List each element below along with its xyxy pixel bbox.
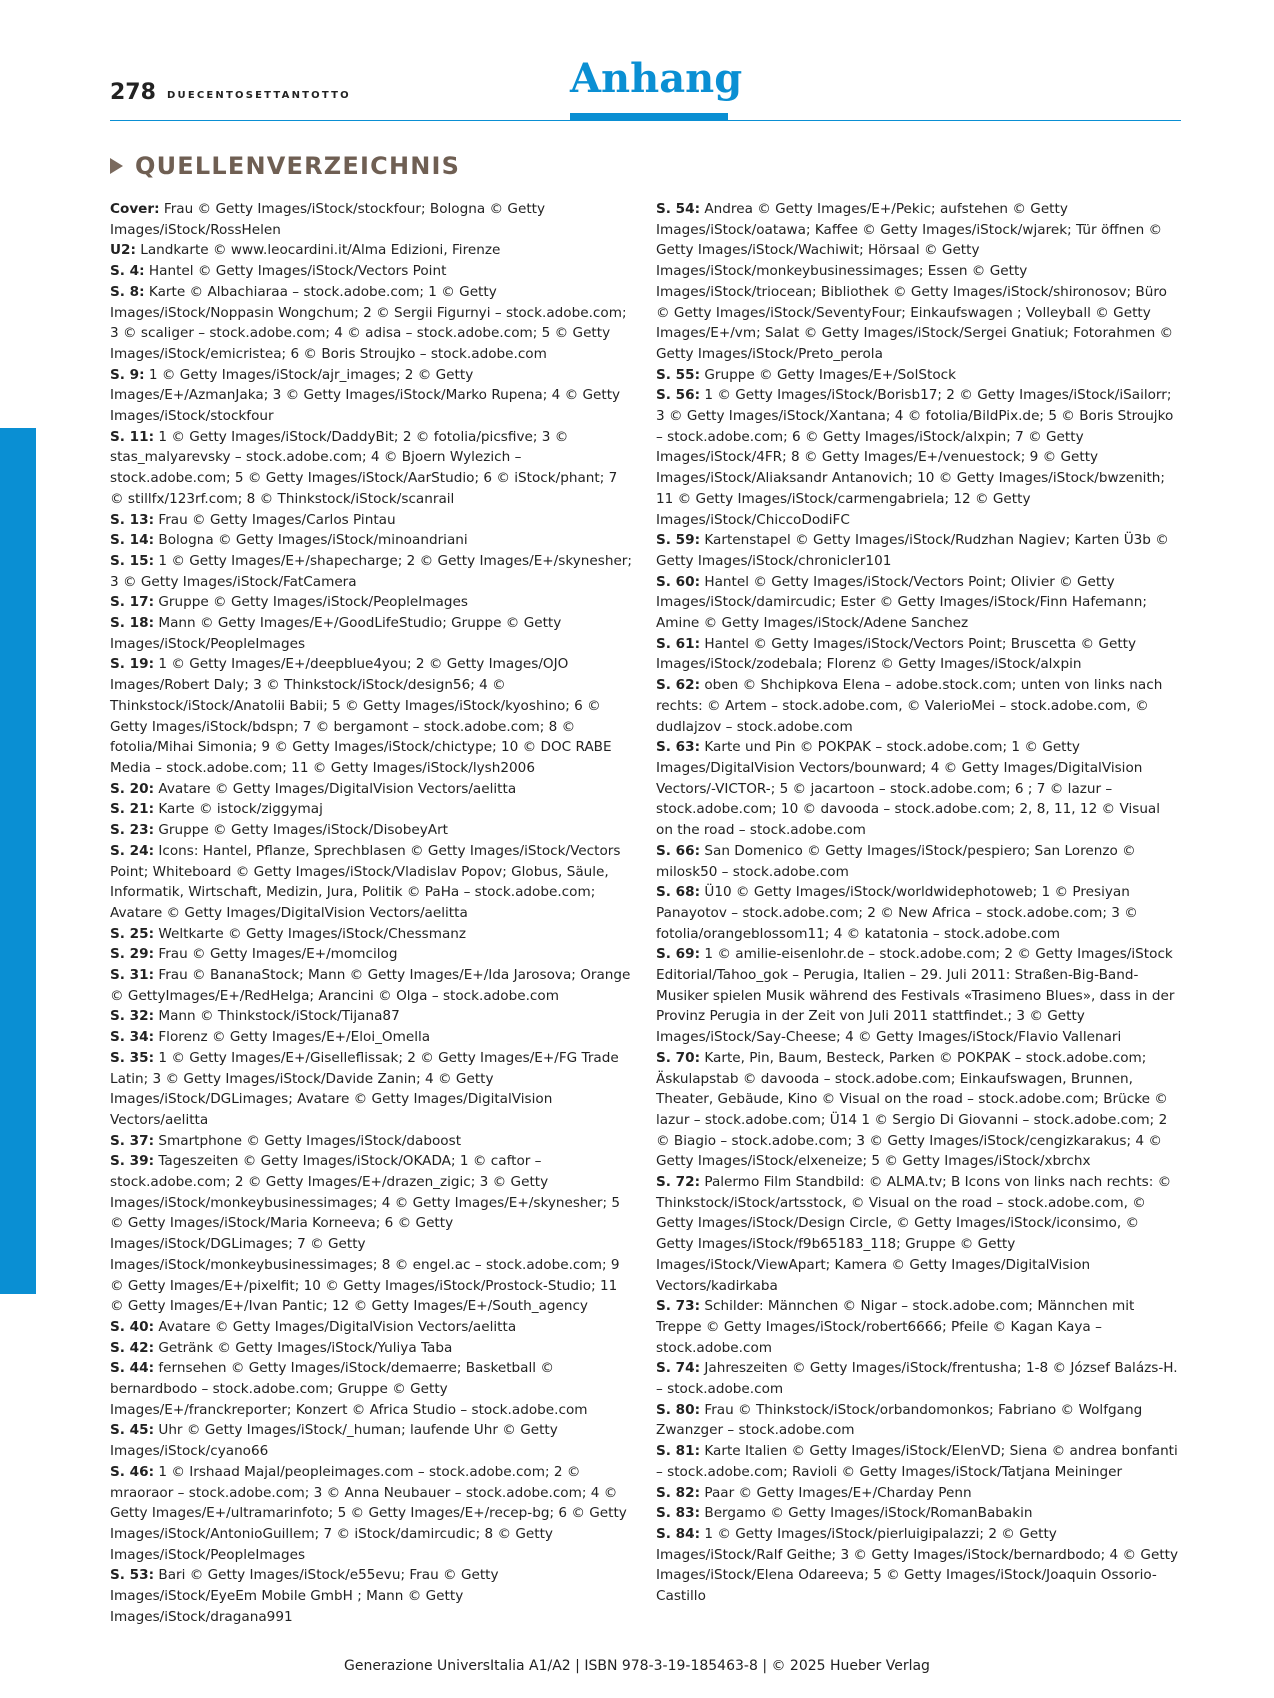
credit-text: 1 © Getty Images/iStock/Borisb17; 2 © Getty Images/iStock/iSailorr; 3 © Getty Images/iStock/Xantana; 4 © fotolia/BildPix.de; 5 © Boris Stroujko – stock.adobe.com; 6 © Getty Images/iStock/alxpin; 7 © Getty Images/iStock/4FR; 8 © Getty Images/E+/venuestock; 9 © Getty Images/iStock/Aliaksandr Antanovich; 10 © Getty Images/iStock/bwzenith; 11 © Getty Images/iStock/carmengabriela; 12 © Getty Images/iStock/ChiccoDodiFC	[656, 387, 1174, 528]
credit-text: Ü10 © Getty Images/iStock/worldwidephotoweb; 1 © Presiyan Panayotov – stock.adobe.com; 2 © New Africa – stock.adobe.com; 3 © fotolia/orangeblossom11; 4 © katatonia – stock.adobe.com	[656, 884, 1138, 942]
credit-text: Bergamo © Getty Images/iStock/RomanBabakin	[700, 1505, 1033, 1522]
credit-text: Gruppe © Getty Images/E+/SolStock	[700, 366, 957, 383]
credit-page-label: S. 9:	[110, 366, 145, 383]
credit-entry	[110, 779, 633, 800]
credit-text: Karte und Pin © POKPAK – stock.adobe.com; 1 © Getty Images/DigitalVision Vectors/bounward; 4 © Getty Images/DigitalVision Vectors/-VICTOR-; 5 © jacartoon – stock.adobe.com; 6 ; 7 © lazur – stock.adobe.com; 10 © davooda – stock.adobe.com; 2, 8, 11, 12 © Visual on the road – stock.adobe.com	[656, 739, 1161, 839]
credit-page-label: S. 80:	[656, 1401, 701, 1418]
page-header	[110, 50, 1181, 124]
credit-page-label: S. 8:	[110, 283, 145, 300]
credit-entry	[656, 530, 1180, 571]
credit-text: Gruppe © Getty Images/iStock/PeopleImages	[154, 594, 468, 611]
credit-text: Karte © istock/ziggymaj	[154, 801, 323, 818]
credit-page-label: S. 61:	[656, 635, 701, 652]
credit-page-label: U2:	[110, 242, 136, 259]
credit-entry	[110, 530, 633, 551]
credit-text: Florenz © Getty Images/E+/Eloi_Omella	[154, 1029, 431, 1046]
page-number: 278	[110, 80, 156, 105]
credit-text: 1 © Getty Images/E+/shapecharge; 2 © Getty Images/E+/skynesher; 3 © Getty Images/iStock/FatCamera	[110, 552, 632, 590]
credit-entry	[656, 1400, 1180, 1441]
credit-page-label: S. 82:	[656, 1484, 701, 1501]
credit-entry	[656, 634, 1180, 675]
credit-page-label: S. 63:	[656, 739, 701, 756]
credit-page-label: S. 69:	[656, 946, 701, 963]
credit-entry	[110, 551, 633, 592]
credit-text: Mann © Thinkstock/iStock/Tijana87	[154, 1008, 400, 1025]
credit-entry	[656, 1296, 1180, 1358]
credit-text: Hantel © Getty Images/iStock/Vectors Point	[144, 263, 447, 280]
credit-entry	[110, 510, 633, 531]
credit-text: Uhr © Getty Images/iStock/_human; laufende Uhr © Getty Images/iStock/cyano66	[110, 1422, 558, 1460]
section-heading	[110, 150, 460, 182]
credit-text: Andrea © Getty Images/E+/Pekic; aufstehen © Getty Images/iStock/oatawa; Kaffee © Getty Images/iStock/wjarek; Tür öffnen © Getty Images/iStock/Wachiwit; Hörsaal © Getty Images/iStock/monkeybusinessimages; Essen © Getty Images/iStock/triocean; Bibliothek © Getty Images/iStock/shironosov; Büro © Getty Images/iStock/SeventyFour; Einkaufswagen ; Volleyball © Getty Images/E+/vm; Salat © Getty Images/iStock/Sergei Gnatiuk; Fotorahmen © Getty Images/iStock/Preto_perola	[656, 201, 1174, 362]
credit-entry	[656, 1358, 1180, 1399]
credit-page-label: S. 18:	[110, 615, 155, 632]
side-accent-bar	[0, 428, 36, 1294]
credit-entry	[110, 261, 633, 282]
credit-page-label: S. 21:	[110, 801, 155, 818]
credit-entry	[110, 427, 633, 510]
credit-entry	[110, 613, 633, 654]
credit-page-label: S. 11:	[110, 428, 155, 445]
credit-entry	[110, 199, 633, 240]
credit-entry	[110, 965, 633, 1006]
credit-entry	[110, 1006, 633, 1027]
credit-entry	[110, 944, 633, 965]
credit-entry	[110, 282, 633, 365]
credit-text: 1 © Getty Images/E+/deepblue4you; 2 © Getty Images/OJO Images/Robert Daly; 3 © Thinkstock/iStock/design56; 4 © Thinkstock/iStock/Anatolii Babii; 5 © Getty Images/iStock/kyoshino; 6 © Getty Images/iStock/bdspn; 7 © bergamont – stock.adobe.com; 8 © fotolia/Mihai Simonia; 9 © Getty Images/iStock/chictype; 10 © DOC RABE Media – stock.adobe.com; 11 © Getty Images/iStock/lysh2006	[110, 656, 612, 776]
credit-text: Frau © Getty Images/iStock/stockfour; Bologna © Getty Images/iStock/RossHelen	[110, 201, 546, 238]
credit-text: Frau © Getty Images/E+/momcilog	[154, 946, 398, 963]
credit-entry	[110, 1131, 633, 1152]
credit-entry	[656, 385, 1180, 530]
credit-page-label: S. 31:	[110, 967, 155, 984]
credit-entry	[110, 1462, 633, 1566]
credit-entry	[656, 1524, 1180, 1607]
credit-page-label: S. 44:	[110, 1360, 155, 1377]
credits-column-right	[656, 199, 1180, 1607]
credit-page-label: S. 14:	[110, 532, 155, 549]
credit-text: Avatare © Getty Images/DigitalVision Vectors/aelitta	[154, 780, 517, 797]
credit-page-label: S. 29:	[110, 946, 155, 963]
credit-text: Gruppe © Getty Images/iStock/DisobeyArt	[154, 822, 448, 839]
credit-page-label: S. 56:	[656, 387, 701, 404]
credit-text: Jahreszeiten © Getty Images/iStock/frentusha; 1-8 © József Balázs-H. – stock.adobe.com	[656, 1360, 1178, 1398]
credit-entry	[110, 1338, 633, 1359]
credit-text: Kartenstapel © Getty Images/iStock/Rudzhan Nagiev; Karten Ü3b © Getty Images/iStock/chronicler101	[656, 532, 1169, 569]
credit-entry	[656, 365, 1180, 386]
credit-entry	[110, 924, 633, 945]
credit-page-label: S. 62:	[656, 677, 701, 694]
credit-text: Mann © Getty Images/E+/GoodLifeStudio; Gruppe © Getty Images/iStock/PeopleImages	[110, 615, 562, 652]
credit-entry	[110, 841, 633, 924]
credit-text: Hantel © Getty Images/iStock/Vectors Point; Bruscetta © Getty Images/iStock/zodebala; Florenz © Getty Images/iStock/alxpin	[656, 635, 1137, 673]
credit-page-label: S. 53:	[110, 1567, 155, 1584]
credit-text: Avatare © Getty Images/DigitalVision Vectors/aelitta	[154, 1318, 517, 1335]
credit-entry	[110, 1358, 633, 1420]
credit-text: Karte © Albachiaraa – stock.adobe.com; 1 © Getty Images/iStock/Noppasin Wongchum; 2 © Sergii Figurnyi – stock.adobe.com; 3 © scaliger – stock.adobe.com; 4 © adisa – stock.adobe.com; 5 © Getty Images/iStock/emicristea; 6 © Boris Stroujko – stock.adobe.com	[110, 283, 627, 362]
credit-page-label: Cover:	[110, 201, 160, 217]
credit-page-label: S. 40:	[110, 1318, 155, 1335]
credit-entry	[110, 365, 633, 427]
credit-page-label: S. 4:	[110, 263, 145, 280]
credit-text: 1 © Getty Images/iStock/pierluigipalazzi; 2 © Getty Images/iStock/Ralf Geithe; 3 © Getty Images/iStock/bernardbodo; 4 © Getty Images/iStock/Elena Odareeva; 5 © Getty Images/iStock/Joaquin Ossorio-Castillo	[656, 1526, 1179, 1605]
heading-text: QUELLENVERZEICHNIS	[135, 152, 461, 180]
credit-text: Hantel © Getty Images/iStock/Vectors Point; Olivier © Getty Images/iStock/damircudic; Ester © Getty Images/iStock/Finn Hafemann; Amine © Getty Images/iStock/Adene Sanchez	[656, 573, 1147, 632]
credit-text: Frau © BananaStock; Mann © Getty Images/E+/Ida Jarosova; Orange © GettyImages/E+/RedHelga; Arancini © Olga – stock.adobe.com	[110, 967, 631, 1004]
credit-page-label: S. 68:	[656, 884, 701, 901]
credit-page-label: S. 45:	[110, 1422, 155, 1439]
credit-entry	[656, 572, 1180, 634]
credit-text: Bari © Getty Images/iStock/e55evu; Frau © Getty Images/iStock/EyeEm Mobile GmbH ; Mann © Getty Images/iStock/dragana991	[110, 1567, 499, 1625]
credit-text: Paar © Getty Images/E+/Charday Penn	[700, 1484, 972, 1501]
credit-page-label: S. 19:	[110, 656, 155, 673]
credit-entry	[656, 1483, 1180, 1504]
credit-page-label: S. 24:	[110, 842, 155, 859]
credit-page-label: S. 37:	[110, 1132, 155, 1149]
credit-page-label: S. 25:	[110, 925, 155, 942]
credit-entry	[656, 1441, 1180, 1482]
page-number-word: DUECENTOSETTANTOTTO	[167, 90, 351, 101]
credit-page-label: S. 17:	[110, 594, 155, 611]
credit-text: Icons: Hantel, Pflanze, Sprechblasen © Getty Images/iStock/Vectors Point; Whiteboard © Getty Images/iStock/Vladislav Popov; Globus, Säule, Informatik, Wirtschaft, Medizin, Jura, Politik © PaHa – stock.adobe.com; Avatare © Getty Images/DigitalVision Vectors/aelitta	[110, 842, 621, 921]
credit-page-label: S. 60:	[656, 573, 701, 590]
credit-entry	[110, 1565, 633, 1627]
credit-text: Karte Italien © Getty Images/iStock/ElenVD; Siena © andrea bonfanti – stock.adobe.com; Ravioli © Getty Images/iStock/Tatjana Meininger	[656, 1443, 1178, 1480]
credit-entry	[110, 1048, 633, 1131]
credit-page-label: S. 84:	[656, 1526, 701, 1542]
credit-entry	[110, 654, 633, 778]
credit-page-label: S. 35:	[110, 1049, 155, 1066]
credit-text: Weltkarte © Getty Images/iStock/Chessmanz	[154, 925, 467, 942]
credit-page-label: S. 74:	[656, 1360, 701, 1377]
credit-entry	[656, 199, 1180, 365]
triangle-bullet-icon	[110, 158, 123, 174]
credit-page-label: S. 59:	[656, 532, 701, 549]
credit-page-label: S. 83:	[656, 1505, 701, 1522]
credit-text: 1 © Irshaad Majal/peopleimages.com – stock.adobe.com; 2 © mraoraor – stock.adobe.com; 3 © Anna Neubauer – stock.adobe.com; 4 © Getty Images/E+/ultramarinfoto; 5 © Getty Images/E+/recep-bg; 6 © Getty Images/iStock/AntonioGuillem; 7 © iStock/damircudic; 8 © Getty Images/iStock/PeopleImages	[110, 1463, 627, 1563]
header-rule	[110, 120, 1181, 121]
credit-text: 1 © Getty Images/iStock/DaddyBit; 2 © fotolia/picsfive; 3 © stas_malyarevsky – stock.adobe.com; 4 © Bjoern Wylezich – stock.adobe.com; 5 © Getty Images/iStock/AarStudio; 6 © iStock/phant; 7 © stillfx/123rf.com; 8 © Thinkstock/iStock/scanrail	[110, 428, 618, 507]
credit-text: Bologna © Getty Images/iStock/minoandriani	[154, 532, 468, 549]
credit-page-label: S. 55:	[656, 366, 701, 383]
credit-text: 1 © Getty Images/E+/Giselleflissak; 2 © Getty Images/E+/FG Trade Latin; 3 © Getty Images/iStock/Davide Zanin; 4 © Getty Images/iStock/DGLimages; Avatare © Getty Images/DigitalVision Vectors/aelitta	[110, 1049, 619, 1128]
credit-entry	[656, 1503, 1180, 1524]
credit-page-label: S. 20:	[110, 780, 155, 797]
credit-text: Schilder: Männchen © Nigar – stock.adobe.com; Männchen mit Treppe © Getty Images/iStock/robert6666; Pfeile © Kagan Kaya – stock.adobe.com	[656, 1298, 1135, 1356]
credit-text: fernsehen © Getty Images/iStock/demaerre; Basketball © bernardbodo – stock.adobe.com; Gruppe © Getty Images/E+/franckreporter; Konzert © Africa Studio – stock.adobe.com	[110, 1360, 588, 1418]
credit-page-label: S. 46:	[110, 1463, 155, 1480]
credit-text: Smartphone © Getty Images/iStock/daboost	[154, 1132, 462, 1149]
credit-entry	[110, 240, 633, 261]
page-footer: Generazione UniversItalia A1/A2 | ISBN 978-3-19-185463-8 | © 2025 Hueber Verlag	[344, 1658, 930, 1674]
credit-page-label: S. 39:	[110, 1153, 155, 1170]
credit-entry	[110, 1151, 633, 1317]
credit-entry	[110, 592, 633, 613]
credit-page-label: S. 34:	[110, 1029, 155, 1046]
credit-text: Getränk © Getty Images/iStock/Yuliya Taba	[154, 1339, 453, 1356]
credit-text: 1 © Getty Images/iStock/ajr_images; 2 © Getty Images/E+/AzmanJaka; 3 © Getty Images/iStock/Marko Rupena; 4 © Getty Images/iStock/stockfour	[110, 366, 621, 425]
credit-page-label: S. 70:	[656, 1049, 701, 1066]
credit-page-label: S. 23:	[110, 822, 155, 839]
credit-text: Landkarte © www.leocardini.it/Alma Edizioni, Firenze	[135, 242, 501, 259]
credit-text: Karte, Pin, Baum, Besteck, Parken © POKPAK – stock.adobe.com; Äskulapstab © davooda – stock.adobe.com; Einkaufswagen, Brunnen, Theater, Gebäude, Kino © Visual on the road – stock.adobe.com; Brücke © lazur – stock.adobe.com; Ü14 1 © Sergio Di Giovanni – stock.adobe.com; 2 © Biagio – stock.adobe.com; 3 © Getty Images/iStock/cengizkarakus; 4 © Getty Images/iStock/elxeneize; 5 © Getty Images/iStock/xbrchx	[656, 1049, 1168, 1170]
credit-entry	[656, 1048, 1180, 1172]
credit-text: oben © Shchipkova Elena – adobe.stock.com; unten von links nach rechts: © Artem – stock.adobe.com, © ValerioMei – stock.adobe.com, © dudlajzov – stock.adobe.com	[656, 677, 1163, 735]
credit-page-label: S. 13:	[110, 511, 155, 528]
credit-page-label: S. 32:	[110, 1008, 155, 1025]
credit-text: Tageszeiten © Getty Images/iStock/OKADA; 1 © caftor – stock.adobe.com; 2 © Getty Images/E+/drazen_zigic; 3 © Getty Images/iStock/monkeybusinessimages; 4 © Getty Images/E+/skynesher; 5 © Getty Images/iStock/Maria Korneeva; 6 © Getty Images/iStock/DGLimages; 7 © Getty Images/iStock/monkeybusinessimages; 8 © engel.ac – stock.adobe.com; 9 © Getty Images/E+/pixelfit; 10 © Getty Images/iStock/Prostock-Studio; 11 © Getty Images/E+/Ivan Pantic; 12 © Getty Images/E+/South_agency	[110, 1153, 621, 1315]
credit-entry	[656, 1172, 1180, 1296]
credit-text: Palermo Film Standbild: © ALMA.tv; B Icons von links nach rechts: © Thinkstock/iStock/artsstock, © Visual on the road – stock.adobe.com, © Getty Images/iStock/Design Circle, © Getty Images/iStock/iconsimo, © Getty Images/iStock/f9b65183_118; Gruppe © Getty Images/iStock/ViewApart; Kamera © Getty Images/DigitalVision Vectors/kadirkaba	[656, 1174, 1172, 1294]
credit-text: Frau © Getty Images/Carlos Pintau	[154, 511, 396, 528]
credit-page-label: S. 42:	[110, 1339, 155, 1356]
credit-entry	[656, 944, 1180, 1048]
credit-entry	[656, 882, 1180, 944]
credit-page-label: S. 81:	[656, 1443, 701, 1460]
credit-entry	[110, 1420, 633, 1461]
credit-entry	[656, 841, 1180, 882]
credit-page-label: S. 72:	[656, 1174, 701, 1191]
credits-column-left	[110, 199, 633, 1628]
credit-page-label: S. 54:	[656, 201, 701, 217]
credit-page-label: S. 15:	[110, 552, 155, 569]
credit-entry	[110, 799, 633, 820]
credit-entry	[656, 737, 1180, 841]
credit-text: Frau © Thinkstock/iStock/orbandomonkos; Fabriano © Wolfgang Zwanzger – stock.adobe.com	[656, 1401, 1143, 1439]
credit-entry	[110, 1027, 633, 1048]
credit-page-label: S. 66:	[656, 842, 701, 859]
credit-entry	[110, 820, 633, 841]
section-title: Anhang	[570, 55, 743, 102]
credit-text: San Domenico © Getty Images/iStock/pespiero; San Lorenzo © milosk50 – stock.adobe.com	[656, 842, 1136, 880]
credit-text: 1 © amilie-eisenlohr.de – stock.adobe.com; 2 © Getty Images/iStock Editorial/Tahoo_gok – Perugia, Italien – 29. Juli 2011: Straßen-Big-Band-Musiker spielen Musik während des Festivals «Trasimeno Blues», dass in der Provinz Perugia in der Zeit von Juli 2011 stattfindet.; 3 © Getty Images/iStock/Say-Cheese; 4 © Getty Images/iStock/Flavio Vallenari	[656, 946, 1175, 1046]
credit-page-label: S. 73:	[656, 1298, 701, 1315]
credit-entry	[656, 675, 1180, 737]
credit-entry	[110, 1317, 633, 1338]
